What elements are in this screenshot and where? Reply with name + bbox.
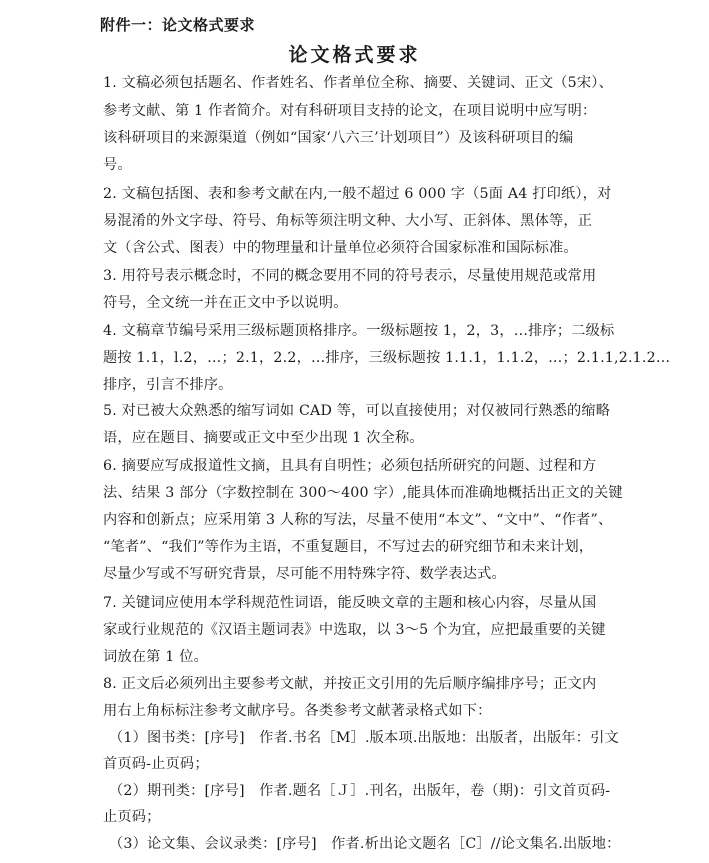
body-line: 首页码-止页码；	[103, 756, 209, 772]
body-line: 符号，全文统一并在正文中予以说明。	[103, 295, 348, 311]
body-line: 内容和创新点；应采用第 3 人称的写法，尽量不使用“本文”、“文中”、“作者”、	[103, 512, 613, 528]
body-line: 易混淆的外文字母、符号、角标等须注明文种、大小写、正斜体、黑体等，正	[103, 213, 593, 229]
reference-format-line: （3）论文集、会议录类：[序号] 作者.析出论文题名［C］//论文集名.出版地：	[109, 836, 621, 852]
body-line: 4. 文稿章节编号采用三级标题顶格排序。一级标题按 1，2，3，…排序；二级标	[103, 323, 615, 339]
body-line: 文（含公式、图表）中的物理量和计量单位必须符合国家标准和国际标准。	[103, 240, 578, 256]
body-line: 排序，引言不排序。	[103, 377, 233, 393]
body-line: 3. 用符号表示概念时，不同的概念要用不同的符号表示，尽量使用规范或常用	[103, 268, 597, 284]
body-line: 止页码；	[103, 809, 161, 825]
body-line: 5. 对已被大众熟悉的缩写词如 CAD 等，可以直接使用；对仅被同行熟悉的缩略	[103, 403, 611, 419]
body-line: 2. 文稿包括图、表和参考文献在内,一般不超过 6 000 字（5面 A4 打印纸），对	[103, 186, 612, 202]
body-line: 7. 关键词应使用本学科规范性词语，能反映文章的主题和核心内容，尽量从国	[103, 595, 597, 611]
body-line: 用右上角标标注参考文献序号。各类参考文献著录格式如下：	[103, 703, 492, 719]
body-line: “笔者”、“我们”等作为主语，不重复题目，不写过去的研究细节和未来计划，	[103, 539, 594, 555]
body-line: 1. 文稿必须包括题名、作者姓名、作者单位全称、摘要、关键词、正文（5宋）、	[103, 75, 613, 91]
body-line: 6. 摘要应写成报道性文摘，且具有自明性；必须包括所研究的问题、过程和方	[103, 458, 597, 474]
page-title: 论文格式要求	[288, 44, 421, 66]
body-line: 参考文献、第 1 作者简介。对有科研项目支持的论文，在项目说明中应写明：	[103, 103, 597, 119]
body-line: 尽量少写或不写研究背景，尽可能不用特殊字符、数学表达式。	[103, 566, 506, 582]
reference-format-line: （1）图书类：[序号] 作者.书名［M］.版本项.出版地：出版者，出版年：引文	[109, 730, 619, 746]
reference-format-line: （2）期刊类：[序号] 作者.题名［Ｊ］.刊名，出版年，卷（期)：引文首页码-	[109, 783, 611, 799]
body-line: 8. 正文后必须列出主要参考文献，并按正文引用的先后顺序编排序号；正文内	[103, 676, 597, 692]
body-line: 号。	[103, 157, 132, 173]
body-line: 家或行业规范的《汉语主题词表》中选取，以 3～5 个为宜，应把最重要的关键	[103, 622, 606, 638]
body-line: 法、结果 3 部分（字数控制在 300～400 字）,能具体而准确地概括出正文的关键	[103, 485, 623, 501]
body-line: 该科研项目的来源渠道（例如“国家‘八六三’计划项目”）及该科研项目的编	[103, 130, 574, 146]
body-line: 题按 1.1，l.2，…；2.1，2.2，…排序，三级标题按 1.1.1，1.1.2，…；2.1.1,2.1.2…	[103, 350, 671, 366]
body-line: 语，应在题目、摘要或正文中至少出现 1 次全称。	[103, 430, 424, 446]
body-line: 词放在第 1 位。	[103, 649, 208, 665]
attachment-label: 附件一：论文格式要求	[100, 16, 256, 34]
